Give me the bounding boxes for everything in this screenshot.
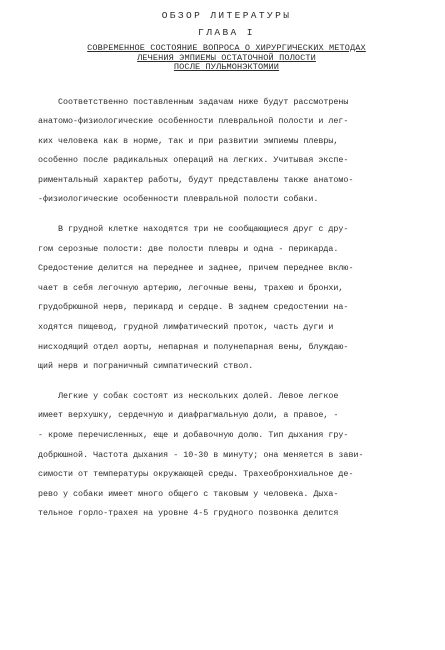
text-line: ходятся пищевод, грудной лимфатический проток, часть дуги и (38, 322, 334, 333)
paragraph-3 (38, 387, 415, 524)
text-line: добрюшной. Частота дыхания - 10-30 в минуту; она меняется в зави- (38, 449, 364, 460)
text-line: -физиологические особенности плевральной полости собаки. (38, 194, 319, 205)
text-line: - кроме перечисленных, еще и добавочную долю. Тип дыхания гру- (38, 430, 349, 440)
chapter-subtitle-line-1: СОВРЕМЕННОЕ СОСТОЯНИЕ ВОПРОСА О ХИРУРГИЧЕСКИХ МЕТОДАХ (87, 43, 366, 53)
text-line: чает в себя легочную артерию, легочные вены, трахею и бронхи, (38, 282, 344, 293)
paragraph-2 (38, 220, 415, 377)
text-line: рево у собаки имеет много общего с таковым у человека. Дыха- (38, 488, 339, 499)
text-line: тельное горло-трахея на уровне 4-5 грудного позвонка делится (38, 508, 339, 519)
text-line: щий нерв и пограничный симпатический ствол. (38, 361, 254, 372)
text-line: Соответственно поставленным задачам ниже будут рассмотрены (38, 96, 349, 107)
chapter-subtitle-line-2: ЛЕЧЕНИЯ ЭМПИЕМЫ ОСТАТОЧНОЙ ПОЛОСТИ (137, 52, 316, 63)
text-line: симости от температуры окружающей среды. Трахеобронхиальное де- (38, 469, 354, 480)
text-line: анатомо-физиологические особенности плевральной полости и лег- (38, 116, 349, 127)
literature-review-title: ОБЗОР ЛИТЕРАТУРЫ (161, 10, 292, 21)
paragraph-1 (38, 93, 415, 211)
text-line: особенно после радикальных операций на легких. Учитывая экспе- (38, 155, 349, 166)
chapter-subtitle-line-3: ПОСЛЕ ПУЛЬМОНЭКТОМИИ (173, 62, 280, 72)
text-line: ких человека как в норме, так и при развитии эмпиемы плевры, (38, 135, 339, 146)
text-line: имеет верхушку, сердечную и диафрагмальную доли, а правое, - (38, 410, 339, 421)
text-line: грудобрюшной нерв, перикард и сердце. В заднем средостении на- (38, 302, 349, 313)
chapter-heading: ГЛАВА I (198, 27, 255, 38)
text-line: Средостение делится на переднее и заднее, причем переднее вклю- (38, 263, 354, 274)
document-body (38, 93, 415, 524)
text-line: гом серозные полости: две полости плевры и одна - перикарда. (38, 243, 339, 254)
text-line: В грудной клетке находятся три не сообщающиеся друг с дру- (38, 224, 349, 235)
text-line: Легкие у собак состоят из нескольких долей. Левое легкое (38, 390, 339, 401)
text-line: нисходящий отдел аорты, непарная и полунепарная вены, блуждаю- (38, 341, 349, 352)
text-line: риментальный характер работы, будут представлены также анатомо- (38, 174, 354, 185)
